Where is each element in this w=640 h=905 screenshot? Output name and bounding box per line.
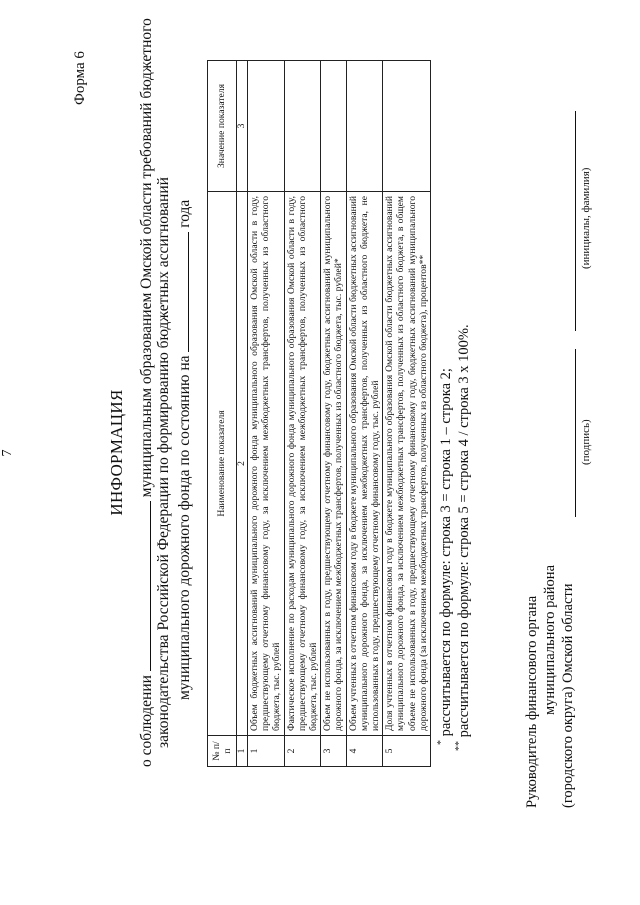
row-name: Доля учтенных в отчетном финансовом году в бюджете муниципального образования Омской области бюджетных ассигнований муниципального дорожного фонда, за исключением межбюджетных трансфертов, полученных из областного бюджета, в общем объеме не использованных в году, предшествующему отчетному финансовому году, бюджетных ассигнований муниципального дорожного фонда (за исключением межбюджетных трансфертов, полученных из областного бюджета), процентов**: [383, 192, 431, 736]
row-value: [346, 61, 383, 192]
signature-line-1: Руководитель финансового органа: [524, 595, 540, 808]
row-number: 2: [284, 736, 321, 767]
form-label: Форма 6: [72, 51, 88, 105]
row-value: [284, 61, 321, 192]
header-value: Значение показателя: [208, 61, 237, 192]
row-number: 5: [383, 736, 431, 767]
subtitle-suffix: муниципальным образованием Омской области требований бюджетного: [138, 18, 155, 498]
date-blank: [174, 232, 189, 352]
table-header-row: [208, 61, 237, 767]
footnote-text: рассчитывается по формуле: строка 3 = строка 1 – строка 2;: [438, 368, 454, 737]
table-row: [346, 61, 383, 767]
document-title: ИНФОРМАЦИЯ: [107, 389, 126, 516]
row-name: Объем бюджетных ассигнований муниципального дорожного фонда муниципального образования Омской области в году, предшествующему отчетному финансовому году, за исключением межбюджетных трансфертов, полученных из областного бюджета, тыс. рублей: [248, 192, 285, 736]
table-row: [248, 61, 285, 767]
footnote-text: рассчитывается по формуле: строка 5 = строка 4 / строка 3 х 100%.: [456, 324, 472, 738]
table-row: [383, 61, 431, 767]
table-row: [321, 61, 346, 767]
footnote-1: [438, 368, 455, 745]
footnote-2: [456, 324, 473, 751]
row-value: [248, 61, 285, 192]
row-number: 4: [346, 736, 383, 767]
row-value: [383, 61, 431, 192]
subtitle-line3-suffix: года: [176, 199, 193, 228]
table-row: [284, 61, 321, 767]
row-value: [321, 61, 346, 192]
subtitle-line-3: [174, 200, 194, 700]
column-numbers-row: [237, 61, 248, 767]
signature-underline: [575, 349, 576, 517]
name-caption: (инициалы, фамилия): [580, 167, 592, 269]
row-name: Объем не использованных в году, предшествующему отчетному финансовому году, бюджетных ассигнований муниципального дорожного фонда, за исключением межбюджетных трансфертов, полученных из областного бюджета, тыс. рублей*: [321, 192, 346, 736]
footnote-mark: *: [436, 740, 447, 745]
indicators-table: [207, 60, 431, 767]
name-underline: [575, 111, 576, 331]
row-name: Объем учтенных в отчетном финансовом году в бюджете муниципального образования Омской области бюджетных ассигнований муниципального дорожного фонда, за исключением межбюджетных трансфертов, полученных из областного бюджета, не использованных в году, предшествующему отчетному финансовому году, тыс. рублей: [346, 192, 383, 736]
column-number: 3: [237, 61, 248, 192]
subtitle-line-2: законодательства Российской Федерации по формированию бюджетных ассигнований: [155, 177, 172, 748]
header-num: № п/п: [208, 736, 237, 767]
column-number: 1: [237, 736, 248, 767]
page-number: 7: [0, 449, 15, 457]
municipality-blank: [136, 501, 151, 671]
row-number: 3: [321, 736, 346, 767]
row-name: Фактическое исполнение по расходам муниципального дорожного фонда муниципального образования Омской области в году, предшествующему отчетному финансовому году, за исключением межбюджетных трансфертов, полученных из областного бюджета, тыс. рублей: [284, 192, 321, 736]
header-name: Наименование показателя: [208, 192, 237, 736]
row-number: 1: [248, 736, 285, 767]
signature-line-3: (городского округа) Омской области: [560, 583, 576, 808]
subtitle-line-1: [136, 18, 156, 767]
footnote-mark: **: [454, 741, 465, 751]
sign-caption: (подпись): [580, 419, 592, 465]
subtitle-prefix: о соблюдении: [138, 675, 155, 767]
column-number: 2: [237, 192, 248, 736]
subtitle-line3-prefix: муниципального дорожного фонда по состоянию на: [176, 355, 193, 700]
signature-line-2: муниципального района: [542, 565, 558, 715]
